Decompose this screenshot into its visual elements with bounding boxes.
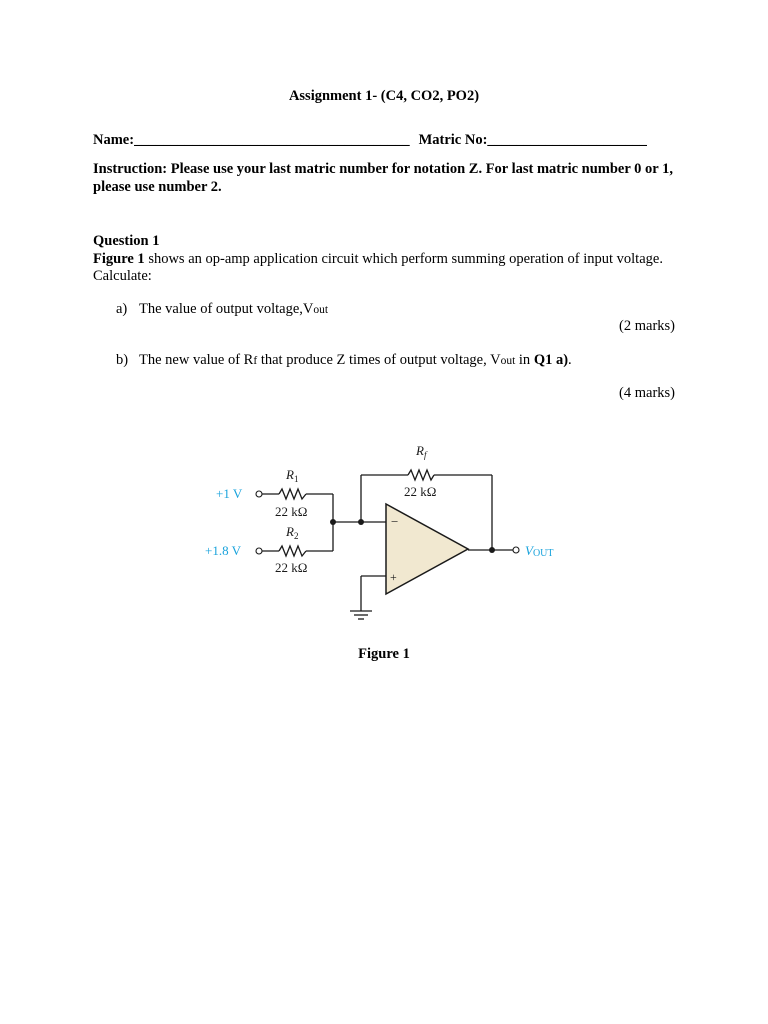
part-a-text: The value of output voltage,V [139,301,314,317]
part-b-text-1: The new value of R [139,352,254,368]
part-b-sub-2: out [500,355,516,367]
input-1-terminal [256,491,262,497]
part-b-text-3: in [515,352,534,368]
part-b-text-4: . [568,352,572,368]
junction-dot-output [489,547,495,553]
r2-value: 22 kΩ [275,560,308,575]
question-heading: Question 1 [93,233,160,249]
instruction-text: Instruction: Please use your last matric number for notation Z. For last matric number 0 or 1, please use number 2. [93,161,673,195]
non-inverting-sign: + [390,570,397,584]
r1-resistor [279,489,306,499]
output-label: VOUT [525,543,554,559]
r2-resistor [279,546,306,556]
part-a [116,301,328,318]
rf-label: $R_f$ [416,443,427,460]
figure-caption: Figure 1 [358,646,410,662]
junction-dot-input [330,519,336,525]
r1-label: $R_1$ [286,467,299,484]
summing-amplifier-circuit [200,438,580,628]
input-2-label: +1.8 V [205,543,241,558]
output-terminal [513,547,519,553]
part-a-sub: out [313,304,329,316]
name-field-label: Name:______________________________________ [93,132,410,148]
figure-reference: Figure 1 [93,251,145,267]
part-b-marks: (4 marks) [619,385,675,401]
part-b-reference: Q1 a) [533,352,569,368]
assignment-title: Assignment 1- (C4, CO2, PO2) [288,88,480,104]
part-a-marks: (2 marks) [619,318,675,334]
question-intro-text: shows an op-amp application circuit which perform summing operation of input voltage. Calculate: [93,251,663,284]
junction-dot-feedback [358,519,364,525]
question-intro [93,251,678,285]
r1-value: 22 kΩ [275,504,308,519]
matric-field-label: Matric No:______________________ [418,132,647,148]
part-b-label: b) [116,352,129,368]
part-a-label: a) [116,301,128,317]
inverting-sign: − [391,514,399,529]
input-1-label: +1 V [216,486,243,501]
part-b-sub-1: f [253,355,258,367]
part-b [116,352,572,369]
input-2-terminal [256,548,262,554]
r2-label: $R_2$ [286,524,299,541]
name-matric-line [93,132,678,149]
part-b-text-2: that produce Z times of output voltage, V [257,352,501,368]
rf-value: 22 kΩ [404,484,437,499]
rf-resistor [408,470,434,480]
